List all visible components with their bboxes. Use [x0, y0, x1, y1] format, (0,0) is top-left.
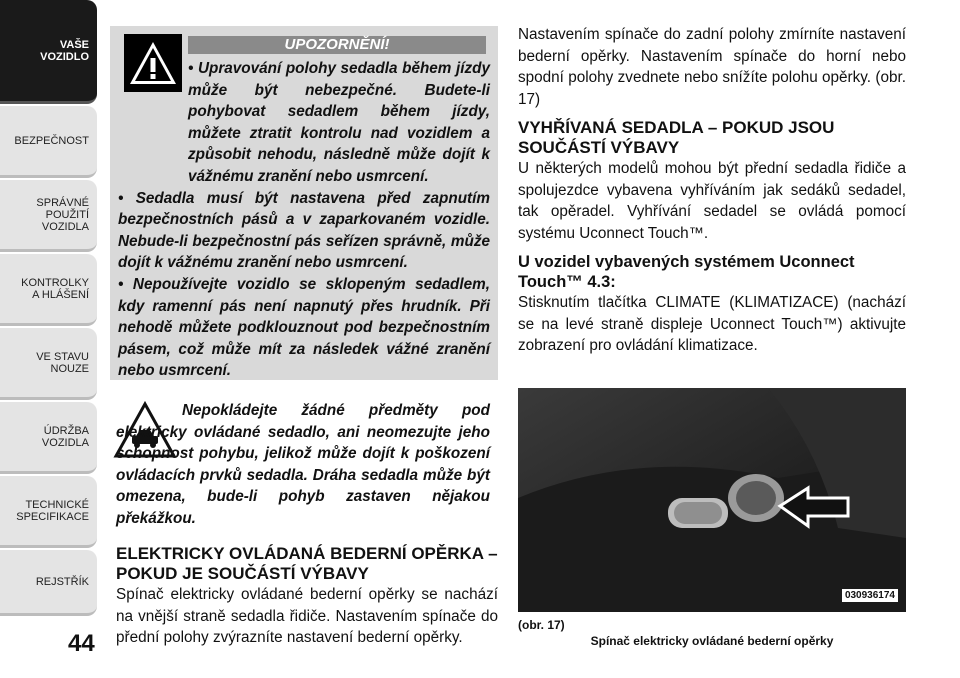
warning-item: • Upravování polohy sedadla během jízdy může být nebezpečné. Budete-li pohybovat sedadlem během jízdy, můžete ztratit kontrolu nad vozidlem a způsobit nehodu, následně může dojít k vážnému zranění nebo usmrcení.	[188, 60, 490, 185]
page-number: 44	[68, 630, 95, 657]
tab-label: ÚDRŽBA VOZIDLA	[41, 424, 89, 449]
uconnect-body: Stisknutím tlačítka CLIMATE (KLIMATIZACE) (nachází se na levé straně displeje Uconnect Touch™) aktivujte zobrazení pro ovládání klimatizace.	[518, 294, 906, 354]
figure-ref: (obr. 17)	[518, 618, 565, 632]
heated-seats-heading: VYHŘÍVANÁ SEDADLA – POKUD JSOU SOUČÁSTÍ VÝBAVY	[518, 118, 835, 157]
figure-code: 030936174	[842, 589, 898, 602]
warning-item: • Sedadla musí být nastavena před zapnutím bezpečnostních pásů a v zaparkovaném vozidle. Nebude-li bezpečnostní pás seřízen správně, může dojít k vážnému zranění nebo usmrcení.	[118, 189, 490, 272]
tab-label: TECHNICKÉ SPECIFIKACE	[16, 498, 89, 523]
chapter-sidebar	[0, 0, 100, 678]
tab-label: REJSTŘÍK	[35, 575, 89, 588]
warning-item: • Nepoužívejte vozidlo se sklopeným sedadlem, kdy ramenní pás není napnutý přes hrudník. Při nehodě můžete podklouznout pod bezpečnostním pásem, což může mít za následek vážné zranění nebo usmrcení.	[118, 275, 490, 380]
tab-udrzba[interactable]	[0, 402, 97, 474]
uconnect-heading: U vozidel vybavených systémem Uconnect Touch™ 4.3:	[518, 253, 855, 291]
heated-seats-body: U některých modelů mohou být přední sedadla řidiče a spolujezdce vybavena vyhříváním jak sedáků sedadel, tak opěradel. Vyhřívání sedadel se ovládá pomocí systému Uconnect Touch™.	[518, 160, 906, 242]
lumbar-heading: ELEKTRICKY OVLÁDANÁ BEDERNÍ OPĚRKA – POKUD JE SOUČÁSTÍ VÝBAVY	[116, 544, 498, 583]
caution-text	[116, 400, 490, 530]
tab-label: BEZPEČNOST	[14, 134, 89, 147]
tab-technicke-specifikace[interactable]	[0, 476, 97, 548]
right-column	[518, 24, 906, 357]
lumbar-body: Spínač elektricky ovládané bederní opěrky se nachází na vnější straně sedadla řidiče. Nastavením spínače do přední polohy zvýrazníte nastavení bederní opěrky.	[116, 586, 498, 646]
tab-label: SPRÁVNÉ POUŽITÍ VOZIDLA	[36, 196, 89, 233]
tab-spravne-pouziti[interactable]	[0, 180, 97, 252]
caution-paragraph: Nepokládejte žádné předměty pod elektricky ovládané sedadlo, ani neomezujte jeho schopnost pohybu, jelikož může dojít k poškození ovládacích prvků sedadla. Dráha sedadla může být omezena, bude-li pohyb zastaven nějakou překážkou.	[116, 402, 490, 527]
lumbar-section	[116, 544, 498, 649]
warning-header: UPOZORNĚNÍ!	[188, 36, 486, 54]
lumbar-continued: Nastavením spínače do zadní polohy zmírníte nastavení bederní opěrky. Nastavením spínače do horní nebo spodní polohy zvednete nebo snížíte polohu opěrky. (obr. 17)	[518, 26, 906, 108]
tab-bezpecnost[interactable]	[0, 106, 97, 178]
tab-ve-stavu-nouze[interactable]	[0, 328, 97, 400]
tab-rejstrik[interactable]	[0, 550, 97, 616]
warning-text	[118, 58, 490, 382]
tab-kontrolky[interactable]	[0, 254, 97, 326]
tab-label: KONTROLKY A HLÁŠENÍ	[21, 276, 89, 301]
tab-vase-vozidlo[interactable]	[0, 0, 97, 104]
tab-label: VE STAVU NOUZE	[36, 350, 89, 375]
figure-caption: Spínač elektricky ovládané bederní opěrky	[590, 634, 834, 648]
figure-photo	[518, 388, 906, 612]
tab-label: VAŠE VOZIDLO	[40, 38, 89, 63]
